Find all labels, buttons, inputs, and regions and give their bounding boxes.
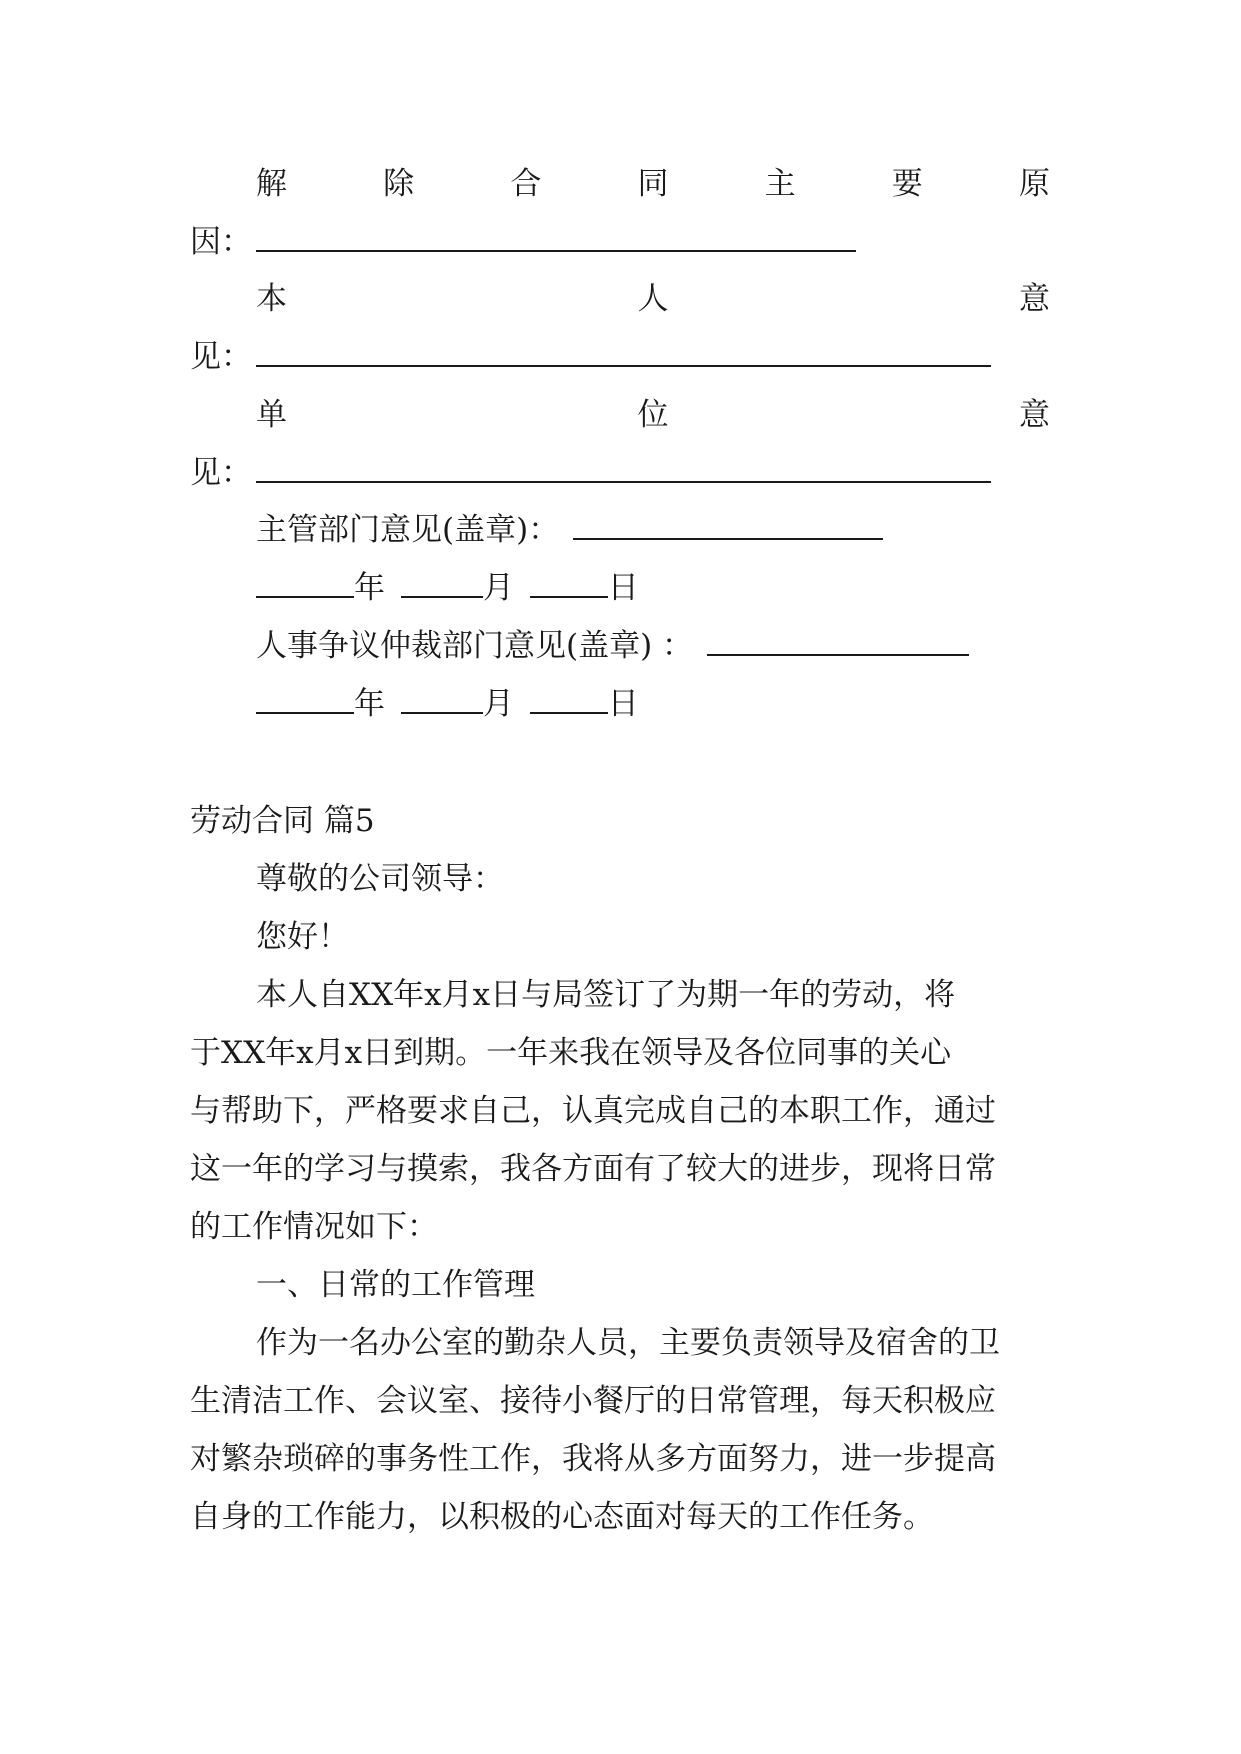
reason-char: 解 [256, 166, 287, 202]
arbitration-blank-line[interactable] [707, 630, 969, 656]
unit-char: 单 [256, 397, 287, 433]
arbitration-opinion-row [256, 617, 1050, 675]
unit-char: 意 [1019, 397, 1050, 433]
salutation: 尊敬的公司领导： [256, 861, 504, 897]
unit-char: 位 [637, 397, 669, 433]
dept-opinion-row [256, 501, 1050, 559]
dept-opinion-label: 主管部门意见(盖章)： [256, 512, 560, 548]
paragraph-line: 生清洁工作、会议室、接待小餐厅的日常管理，每天积极应 [190, 1383, 996, 1419]
self-opinion-field-row [190, 328, 1050, 386]
unit-opinion-blank-line[interactable] [256, 457, 991, 483]
subheading: 一、日常的工作管理 [256, 1267, 535, 1303]
paragraph-line: 这一年的学习与摸索，我各方面有了较大的进步，现将日常 [190, 1151, 996, 1187]
reason-label-row [256, 155, 1050, 213]
paragraph-line: 作为一名办公室的勤杂人员，主要负责领导及宿舍的卫 [256, 1325, 1000, 1361]
day-blank[interactable] [530, 572, 608, 598]
self-opinion-label-row [256, 270, 1050, 328]
self-char: 意 [1019, 281, 1050, 317]
year-blank[interactable] [256, 688, 354, 714]
reason-char: 合 [510, 166, 542, 202]
month-blank[interactable] [401, 688, 483, 714]
year-label: 年 [354, 686, 385, 722]
year-label: 年 [354, 570, 385, 606]
greeting: 您好！ [256, 919, 349, 955]
day-label: 日 [607, 570, 639, 606]
paragraph-line: 自身的工作能力，以积极的心态面对每天的工作任务。 [190, 1499, 934, 1535]
reason-blank-line[interactable] [256, 226, 856, 252]
year-blank[interactable] [256, 572, 354, 598]
self-tail: 见： [190, 339, 252, 375]
self-opinion-blank-line[interactable] [256, 341, 991, 367]
date-row [256, 675, 1050, 733]
section-heading: 劳动合同 篇5 [190, 803, 375, 839]
unit-opinion-field-row [190, 444, 1050, 502]
self-char: 人 [637, 281, 669, 317]
reason-char: 除 [383, 166, 415, 202]
paragraph-line: 与帮助下，严格要求自己，认真完成自己的本职工作，通过 [190, 1093, 996, 1129]
reason-tail: 因： [190, 224, 252, 260]
paragraph-line: 对繁杂琐碎的事务性工作，我将从多方面努力，进一步提高 [190, 1441, 996, 1477]
date-row [256, 559, 1050, 617]
reason-char: 要 [891, 166, 923, 202]
dept-opinion-blank-line[interactable] [573, 514, 883, 540]
month-blank[interactable] [401, 572, 483, 598]
arbitration-opinion-label: 人事争议仲裁部门意见(盖章) ： [256, 628, 694, 664]
paragraph-line: 本人自XX年x月x日与局签订了为期一年的劳动，将 [256, 977, 956, 1013]
reason-char: 原 [1018, 166, 1050, 202]
paragraph-line: 于XX年x月x日到期。一年来我在领导及各位同事的关心 [190, 1035, 952, 1071]
reason-field-row [190, 213, 1050, 271]
paragraph-line: 的工作情况如下： [190, 1209, 438, 1245]
unit-tail: 见： [190, 455, 252, 491]
reason-char: 主 [764, 166, 796, 202]
self-char: 本 [256, 281, 287, 317]
day-label: 日 [607, 686, 639, 722]
reason-char: 同 [637, 166, 669, 202]
month-label: 月 [482, 570, 514, 606]
month-label: 月 [482, 686, 514, 722]
day-blank[interactable] [530, 688, 608, 714]
unit-opinion-label-row [256, 386, 1050, 444]
